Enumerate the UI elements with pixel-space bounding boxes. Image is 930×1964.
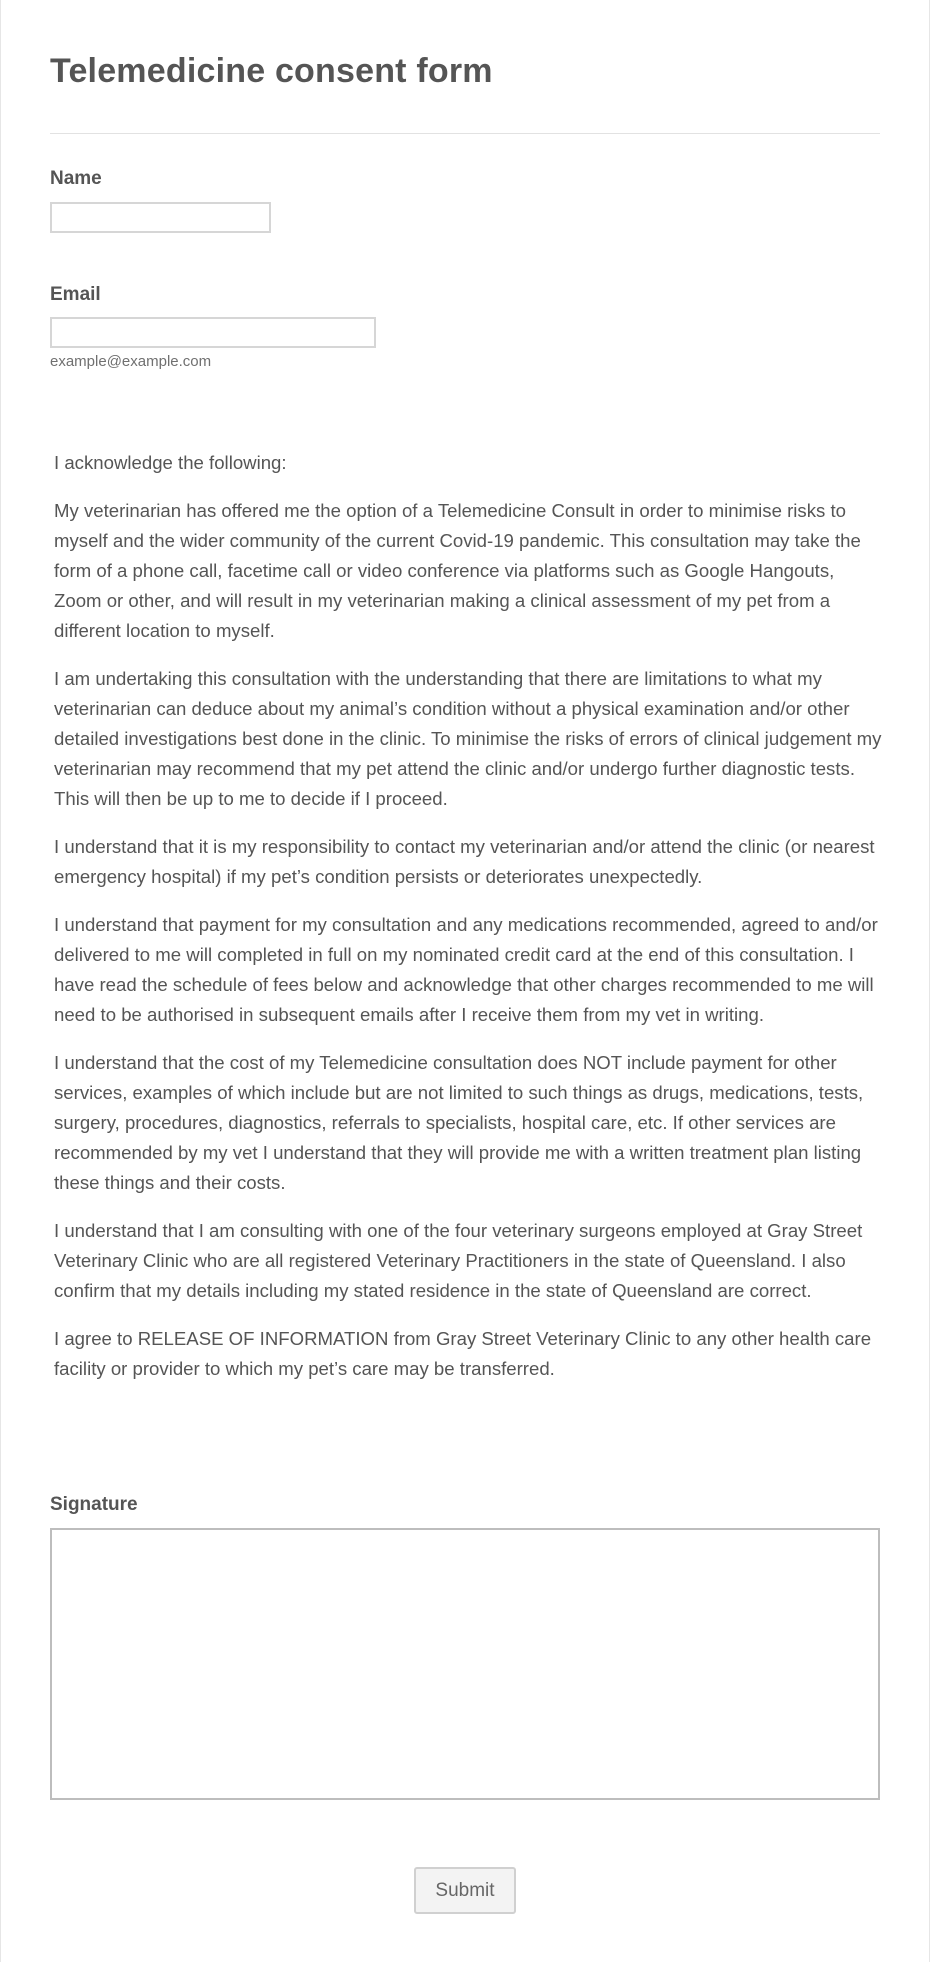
terms-paragraph: I agree to RELEASE OF INFORMATION from Gray Street Veterinary Clinic to any other health care facility or provider to which my pet’s care may be transferred. [54,1328,872,1379]
signature-label: Signature [50,1494,138,1515]
submit-button[interactable]: Submit [414,1867,516,1914]
form-title: Telemedicine consent form [50,52,493,90]
email-sublabel: example@example.com [50,353,212,370]
consent-terms [54,448,882,1402]
terms-paragraph: My veterinarian has offered me the option of a Telemedicine Consult in order to minimise risks to myself and the wider community of the current Covid-19 pandemic. This consultation may take the form of a phone call, facetime call or video conference via platforms such as Google Hangouts, Zoom or other, and will result in my veterinarian making a clinical assessment of my pet from a different location to myself. [54,500,861,641]
terms-paragraph: I understand that payment for my consultation and any medications recommended, agreed to and/or delivered to me will completed in full on my nominated credit card at the end of this consultation. I have read the schedule of fees below and acknowledge that other charges recommended to me will need to be authorised in subsequent emails after I receive them from my vet in writing. [54,914,878,1025]
header-divider [50,133,880,134]
terms-paragraph: I understand that I am consulting with one of the four veterinary surgeons employed at Gray Street Veterinary Clinic who are all registered Veterinary Practitioners in the state of Queensland. I also confirm that my details including my stated residence in the state of Queensland are correct. [54,1220,863,1301]
email-input[interactable] [50,317,376,348]
name-input[interactable] [50,202,271,233]
name-label: Name [50,168,102,189]
signature-pad[interactable] [50,1528,880,1800]
terms-paragraph: I understand that the cost of my Telemedicine consultation does NOT include payment for other services, examples of which include but are not limited to such things as drugs, medications, tests, surgery, procedures, diagnostics, referrals to specialists, hospital care, etc. If other services are recommended by my vet I understand that they will provide me with a written treatment plan listing these things and their costs. [54,1052,864,1193]
terms-paragraph: I acknowledge the following: [54,452,287,473]
terms-paragraph: I understand that it is my responsibility to contact my veterinarian and/or attend the clinic (or nearest emergency hospital) if my pet’s condition persists or deteriorates unexpectedly. [54,836,875,887]
email-label: Email [50,284,101,305]
terms-paragraph: I am undertaking this consultation with the understanding that there are limitations to what my veterinarian can deduce about my animal’s condition without a physical examination and/or other detailed investigations best done in the clinic. To minimise the risks of errors of clinical judgement my veterinarian may recommend that my pet attend the clinic and/or undergo further diagnostic tests. This will then be up to me to decide if I proceed. [54,668,882,809]
